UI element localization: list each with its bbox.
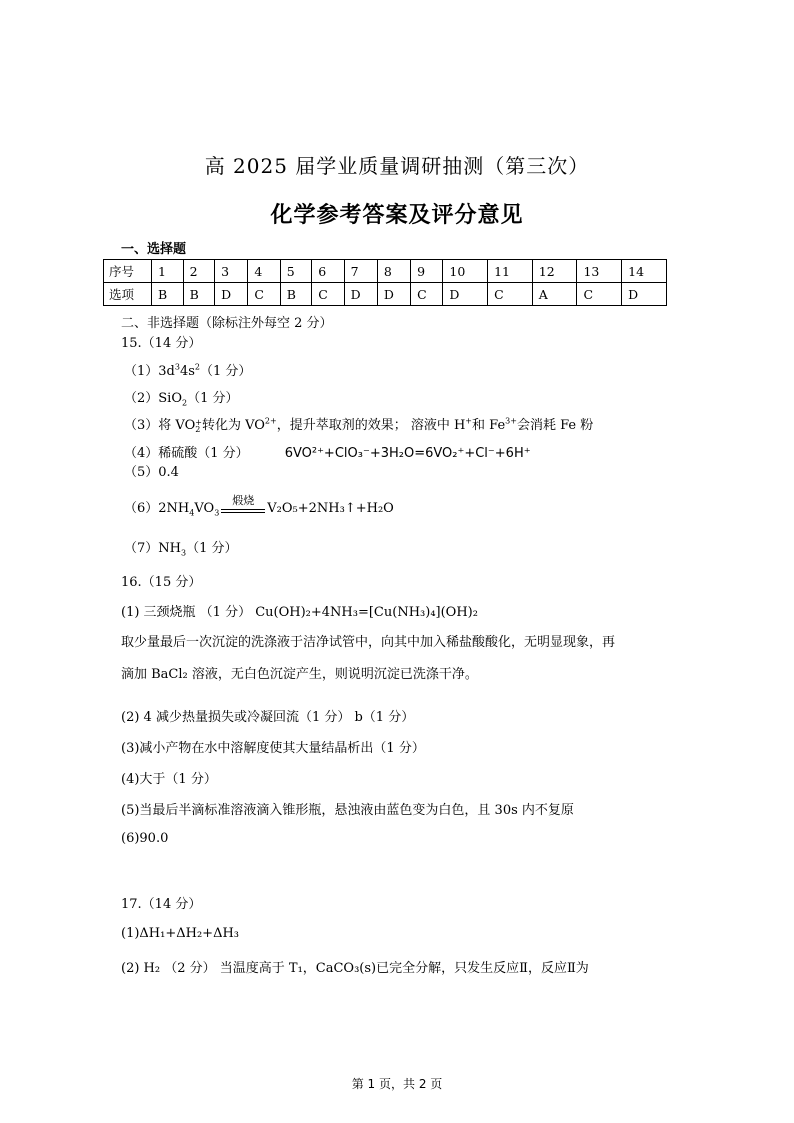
table-cell: 3 xyxy=(215,260,248,283)
answer-table xyxy=(103,259,667,306)
q16-answer-4: (4)大于（1 分） xyxy=(121,772,217,787)
page-subtitle: 化学参考答案及评分意见 xyxy=(270,203,524,228)
table-cell: D xyxy=(622,283,667,306)
row-label-answer: 选项 xyxy=(104,283,152,306)
q15-answer-1: $(1)3d^34s^2(1$ 分） xyxy=(124,362,252,379)
q16-answer-2: (2) 4 减少热量损失或冷凝回流（1 分） b（1 分） xyxy=(121,710,415,725)
table-cell: B xyxy=(183,283,215,306)
table-cell: 2 xyxy=(183,260,215,283)
table-cell: 9 xyxy=(411,260,443,283)
q16-answer-1: (1) 三颈烧瓶 （1 分） Cu(OH)₂+4NH₃=[Cu(NH₃)₄](OH)₂ xyxy=(121,605,478,620)
table-cell: C xyxy=(488,283,533,306)
table-cell: 6 xyxy=(312,260,344,283)
table-cell: C xyxy=(248,283,280,306)
q17-heading: 17.（14 分） xyxy=(121,897,202,912)
q15-answer-5: （5）0.4 xyxy=(124,465,179,480)
table-cell: D xyxy=(443,283,488,306)
q15-equation-4: 6VO²⁺+ClO₃⁻+3H₂O=6VO₂⁺+Cl⁻+6H⁺ xyxy=(284,446,531,461)
table-cell: 5 xyxy=(280,260,312,283)
q15-answer-4: （4）稀硫酸（1 分） 6VO²⁺+ClO₃⁻+3H₂O=6VO₂⁺+Cl⁻+6H⁺ xyxy=(124,446,531,461)
table-cell: B xyxy=(152,283,184,306)
q16-heading: 16.（15 分） xyxy=(121,575,202,590)
table-cell: C xyxy=(411,283,443,306)
page-title: 高 2025 届学业质量调研抽测（第三次） xyxy=(204,154,590,178)
table-cell: 13 xyxy=(577,260,622,283)
row-label-number: 序号 xyxy=(104,260,152,283)
table-cell: D xyxy=(377,283,410,306)
q16-answer-6: (6)90.0 xyxy=(121,831,169,846)
q15-heading: 15.（14 分） xyxy=(121,336,202,351)
table-cell: 10 xyxy=(443,260,488,283)
q16-answer-3: (3)减小产物在水中溶解度使其大量结晶析出（1 分） xyxy=(121,741,425,756)
page-footer: 第 1 页，共 2 页 xyxy=(351,1077,443,1091)
q15-answer-6: $(6)2NH_4VO_3$ 煅烧 V₂O₅+2NH₃↑+H₂O xyxy=(124,493,394,518)
table-cell: C xyxy=(577,283,622,306)
table-cell: C xyxy=(312,283,344,306)
q16-answer-1-para-2: 滴加 BaCl₂ 溶液，无白色沉淀产生，则说明沉淀已洗涤干净。 xyxy=(121,667,478,682)
table-row-numbers xyxy=(104,260,667,283)
table-cell: 11 xyxy=(488,260,533,283)
table-cell: D xyxy=(215,283,248,306)
q15-answer-3: （3）将 VO+ 2 转化为 $VO^{2+}$，提升萃取剂的效果； 溶液中 H+和 $Fe^{3+}$会消耗 Fe 粉 xyxy=(124,416,594,434)
table-row-answers xyxy=(104,283,667,306)
table-cell: 12 xyxy=(532,260,577,283)
q16-answer-1-para-1: 取少量最后一次沉淀的洗涤液于洁净试管中，向其中加入稀盐酸酸化，无明显现象，再 xyxy=(121,635,616,650)
table-cell: 8 xyxy=(377,260,410,283)
table-cell: 14 xyxy=(622,260,667,283)
table-cell: 4 xyxy=(248,260,280,283)
table-cell: 1 xyxy=(152,260,184,283)
q15-answer-2: （2）SiO$_2$（1 分） xyxy=(124,391,239,408)
q17-answer-2: (2) H₂ （2 分） 当温度高于 T₁，CaCO₃(s)已完全分解，只发生反应Ⅱ，反应Ⅱ为 xyxy=(121,961,589,976)
section-nonchoice-heading: 二、非选择题（除标注外每空 2 分） xyxy=(121,316,333,331)
condition-arrow: 煅烧 xyxy=(221,502,265,516)
table-cell: 7 xyxy=(344,260,377,283)
q17-answer-1: (1)ΔH₁+ΔH₂+ΔH₃ xyxy=(121,926,240,941)
table-cell: A xyxy=(532,283,577,306)
q16-answer-5: (5)当最后半滴标准溶液滴入锥形瓶，悬浊液由蓝色变为白色，且 30s 内不复原 xyxy=(121,803,574,818)
table-cell: B xyxy=(280,283,312,306)
table-cell: D xyxy=(344,283,377,306)
q15-answer-7: $(7)NH_3(1$ 分） xyxy=(124,541,238,558)
section-choice-heading: 一、选择题 xyxy=(121,242,187,257)
